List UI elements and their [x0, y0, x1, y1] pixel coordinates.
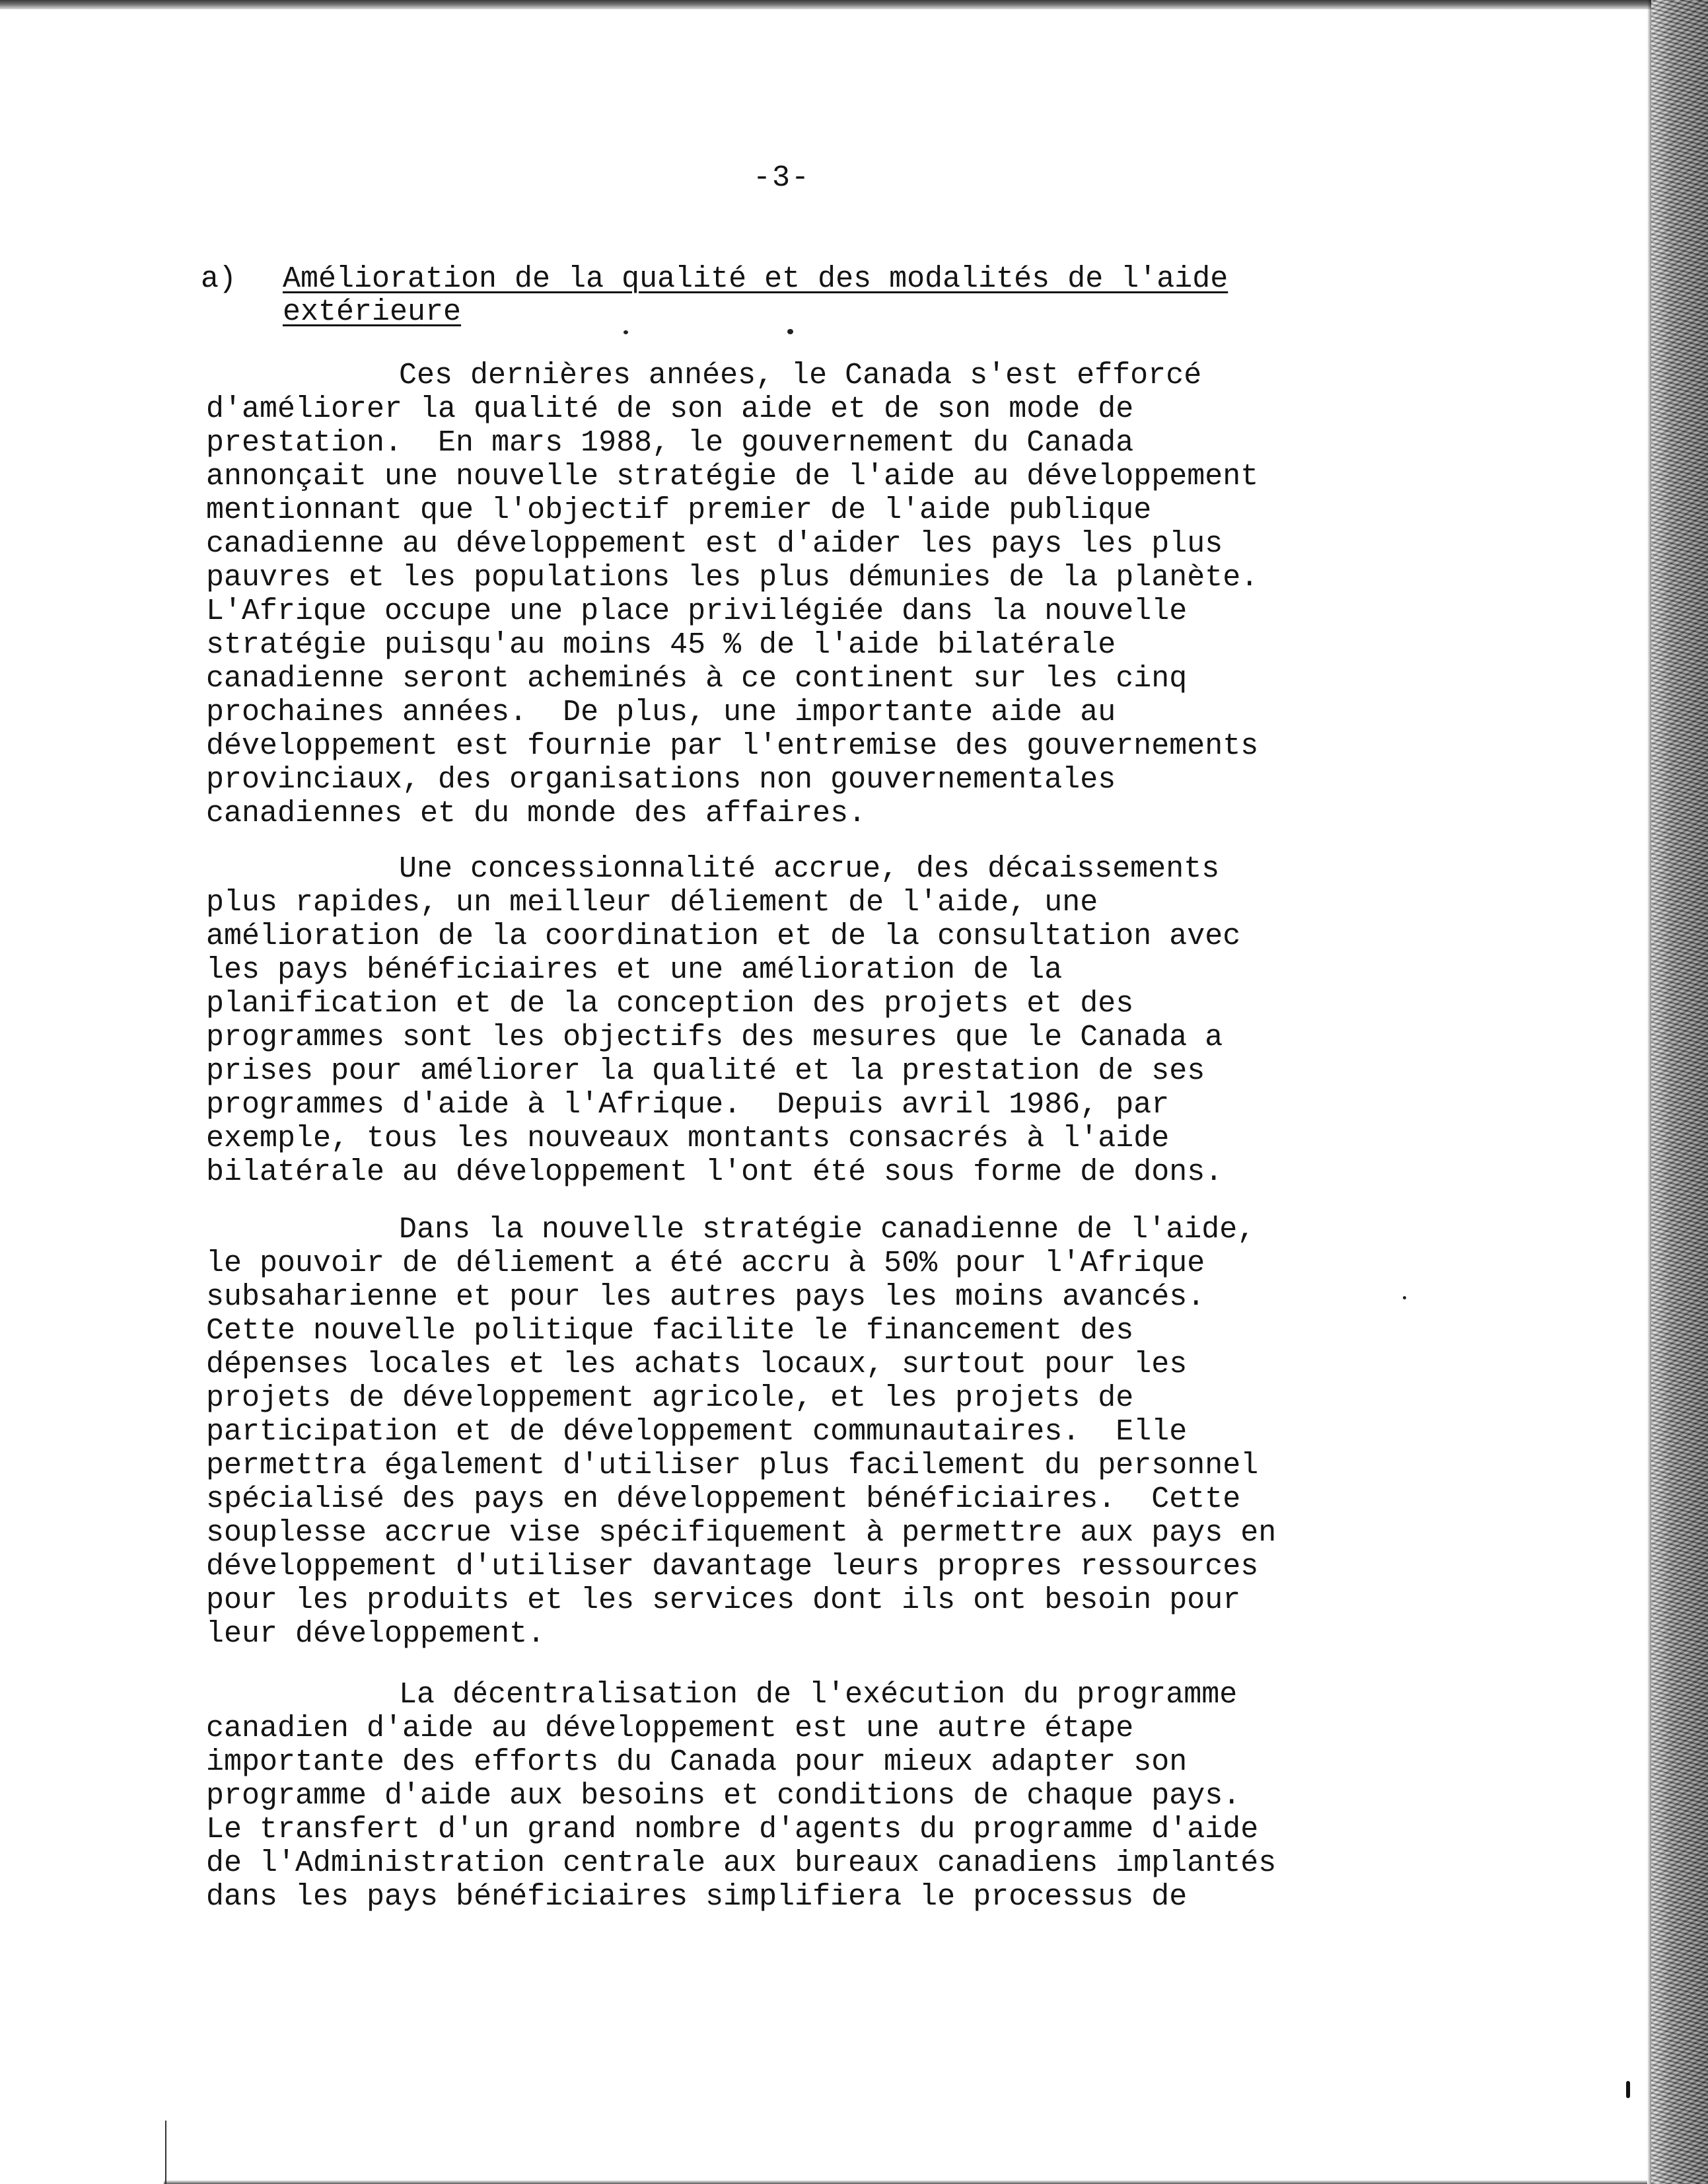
text-line: projets de développement agricole, et les projets de	[206, 1381, 1134, 1415]
text-line: participation et de développement communautaires. Elle	[206, 1415, 1188, 1449]
text-line: prochaines années. De plus, une importante aide au	[206, 696, 1116, 729]
section-title-line: extérieure	[283, 295, 462, 329]
text-line: planification et de la conception des projets et des	[206, 987, 1134, 1021]
text-line: canadien d'aide au développement est une autre étape	[206, 1712, 1134, 1745]
section-label: a)	[201, 262, 237, 296]
paragraph-2	[206, 852, 1448, 1189]
text-line: de l'Administration centrale aux bureaux canadiens implantés	[206, 1846, 1277, 1880]
text-line: souplesse accrue vise spécifiquement à permettre aux pays en	[206, 1516, 1277, 1550]
text-line: leur développement.	[206, 1617, 546, 1651]
text-line: dans les pays bénéficiaires simplifiera le processus de	[206, 1880, 1188, 1914]
section-title	[283, 263, 1538, 329]
text-line: prestation. En mars 1988, le gouvernement du Canada	[206, 426, 1134, 460]
text-line: plus rapides, un meilleur déliement de l'aide, une	[206, 886, 1098, 920]
text-line: L'Afrique occupe une place privilégiée dans la nouvelle	[206, 595, 1188, 628]
scan-top-border	[0, 0, 1708, 9]
text-line: dépenses locales et les achats locaux, surtout pour les	[206, 1348, 1188, 1381]
text-line: Ces dernières années, le Canada s'est efforcé	[399, 359, 1202, 392]
text-line: exemple, tous les nouveaux montants consacrés à l'aide	[206, 1122, 1170, 1155]
text-line: programmes d'aide à l'Afrique. Depuis avril 1986, par	[206, 1088, 1170, 1122]
page-number: -3-	[753, 161, 811, 195]
text-line: d'améliorer la qualité de son aide et de son mode de	[206, 392, 1134, 426]
text-line: amélioration de la coordination et de la consultation avec	[206, 920, 1241, 953]
scan-right-shadow	[1647, 0, 1651, 2184]
scan-left-tick	[165, 2121, 166, 2184]
scan-speck	[623, 330, 628, 334]
scan-right-edge-noise	[1651, 0, 1708, 2184]
text-line: prises pour améliorer la qualité et la prestation de ses	[206, 1054, 1205, 1088]
text-line: stratégie puisqu'au moins 45 % de l'aide bilatérale	[206, 628, 1116, 662]
scan-bottom-shadow	[164, 2180, 1647, 2184]
text-line: Cette nouvelle politique facilite le financement des	[206, 1314, 1134, 1348]
text-line: provinciaux, des organisations non gouvernementales	[206, 763, 1116, 797]
text-line: Le transfert d'un grand nombre d'agents du programme d'aide	[206, 1813, 1259, 1846]
scan-speck	[787, 329, 793, 334]
scan-edge-mark	[1626, 2081, 1630, 2098]
text-line: développement est fournie par l'entremise des gouvernements	[206, 729, 1259, 763]
text-line: canadienne au développement est d'aider les pays les plus	[206, 527, 1223, 561]
paragraph-3	[206, 1213, 1448, 1651]
text-line: Une concessionnalité accrue, des décaissements	[399, 852, 1220, 886]
text-line: programmes sont les objectifs des mesures que le Canada a	[206, 1021, 1223, 1054]
text-line: le pouvoir de déliement a été accru à 50% pour l'Afrique	[206, 1247, 1205, 1280]
text-line: pour les produits et les services dont ils ont besoin pour	[206, 1583, 1241, 1617]
text-line: programme d'aide aux besoins et conditions de chaque pays.	[206, 1779, 1241, 1813]
text-line: subsaharienne et pour les autres pays les moins avancés.	[206, 1280, 1205, 1314]
text-line: canadienne seront acheminés à ce continent sur les cinq	[206, 662, 1188, 696]
text-line: La décentralisation de l'exécution du programme	[399, 1678, 1238, 1712]
text-line: mentionnant que l'objectif premier de l'aide publique	[206, 493, 1152, 527]
text-line: spécialisé des pays en développement bénéficiaires. Cette	[206, 1482, 1241, 1516]
text-line: annonçait une nouvelle stratégie de l'aide au développement	[206, 460, 1259, 493]
text-line: pauvres et les populations les plus démunies de la planète.	[206, 561, 1259, 595]
text-line: permettra également d'utiliser plus facilement du personnel	[206, 1449, 1259, 1482]
text-line: Dans la nouvelle stratégie canadienne de l'aide,	[399, 1213, 1256, 1247]
section-title-line: Amélioration de la qualité et des modalités de l'aide	[283, 262, 1228, 296]
text-line: bilatérale au développement l'ont été sous forme de dons.	[206, 1155, 1223, 1189]
text-line: les pays bénéficiaires et une amélioration de la	[206, 953, 1063, 987]
text-line: développement d'utiliser davantage leurs propres ressources	[206, 1550, 1259, 1583]
paragraph-1	[206, 359, 1448, 830]
text-line: importante des efforts du Canada pour mieux adapter son	[206, 1745, 1188, 1779]
text-line: canadiennes et du monde des affaires.	[206, 797, 867, 830]
paragraph-4	[206, 1678, 1448, 1914]
